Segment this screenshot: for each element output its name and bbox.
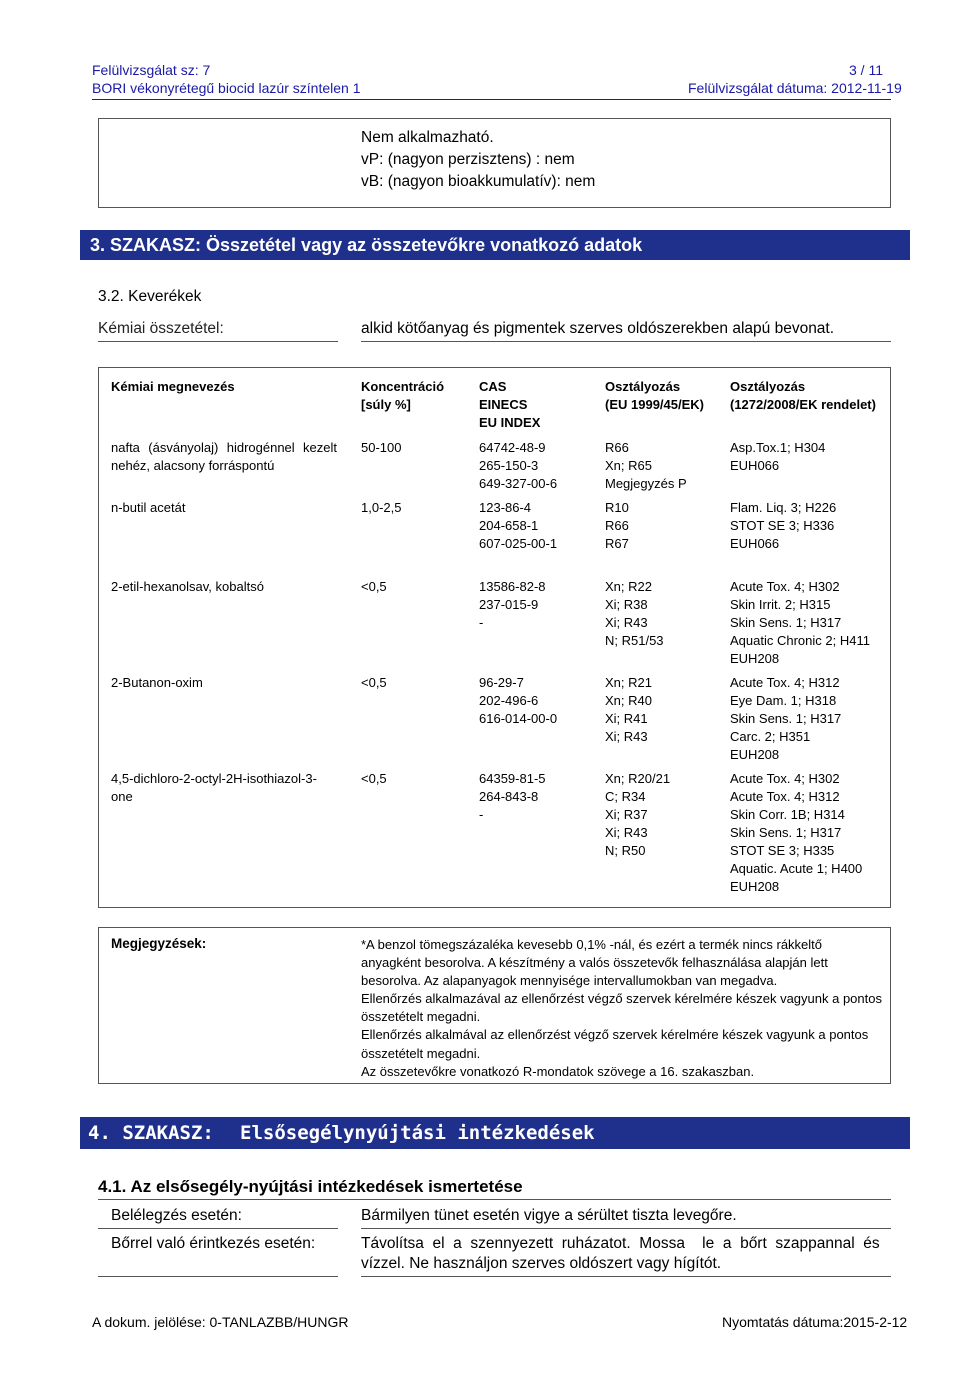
table-row-4-classification-1272: Acute Tox. 4; H312 Eye Dam. 1; H318 Skin Sens. 1; H317 Carc. 2; H351 EUH208 [730, 675, 842, 762]
chemical-composition-value: alkid kötőanyag és pigmentek szerves oldószerekben alapú bevonat. [361, 320, 835, 337]
label-underline [98, 1276, 338, 1277]
table-row-5-name: 4,5-dichloro-2-octyl-2H-isothiazol-3-one [111, 771, 317, 804]
col-header-concentration: Koncentráció [súly %] [361, 379, 445, 412]
value-underline [361, 341, 891, 342]
table-row-1-classification-1272: Asp.Tox.1; H304 EUH066 [730, 440, 826, 473]
col-header-identifiers: CAS EINECS EU INDEX [479, 379, 541, 430]
notes-text: *A benzol tömegszázaléka kevesebb 0,1% -nál, és ezért a termék nincs rákkeltő anyagként besorolva. A készítmény a valós összetevők felhasználása alapján lett besorolva. Az alapanyagok mennyisége intervallumokban van megadva. Ellenőrzés alkalmazával az ellenőrzést végző szervek kérelmére készek vagyunk a pontos összetételt megadni. Ellenőrzés alkalmával az ellenőrzést végző szervek kérelmére készek vagyunk a pontos összetételt megadni. Az összetevőkre vonatkozó R-mondatok szövege a 16. szakaszban. [361, 937, 882, 1079]
table-row-3-classification-1272: Acute Tox. 4; H302 Skin Irrit. 2; H315 Skin Sens. 1; H317 Aquatic Chronic 2; H411 EUH208 [730, 579, 870, 666]
table-row-3-identifiers: 13586-82-8 237-015-9 - [479, 579, 546, 630]
pbt-line-1: Nem alkalmazható. [361, 129, 494, 146]
table-row-1-name: nafta (ásványolaj) hidrogénnel kezelt nehéz, alacsony forráspontú [111, 440, 337, 473]
table-row-3-name: 2-etil-hexanolsav, kobaltsó [111, 579, 264, 594]
table-row-2-identifiers: 123-86-4 204-658-1 607-025-00-1 [479, 500, 558, 551]
section-4-heading: Elsősegélynyújtási intézkedések [240, 1122, 595, 1144]
table-row-1-concentration: 50-100 [361, 440, 402, 455]
skin-contact-label: Bőrrel való érintkezés esetén: [111, 1235, 316, 1252]
table-row-2-name: n-butil acetát [111, 500, 186, 515]
table-row-2-concentration: 1,0-2,5 [361, 500, 402, 515]
revision-number: Felülvizsgálat sz: 7 [92, 62, 211, 78]
table-row-1-identifiers: 64742-48-9 265-150-3 649-327-00-6 [479, 440, 558, 491]
table-row-2-classification-1272: Flam. Liq. 3; H226 STOT SE 3; H336 EUH066 [730, 500, 837, 551]
inhalation-label: Belélegzés esetén: [111, 1207, 242, 1224]
col-header-classification-1272: Osztályozás (1272/2008/EK rendelet) [730, 379, 876, 412]
pbt-line-2: vP: (nagyon perzisztens) : nem [361, 151, 575, 168]
section-4-number: 4. SZAKASZ: [88, 1122, 214, 1144]
header-rule [92, 99, 891, 100]
revision-date: Felülvizsgálat dátuma: 2012-11-19 [688, 80, 902, 96]
inhalation-text: Bármilyen tünet esetén vigye a sérültet tiszta levegőre. [361, 1207, 737, 1224]
col-header-name: Kémiai megnevezés [111, 379, 235, 394]
value-underline [361, 1228, 891, 1229]
pbt-line-3: vB: (nagyon bioakkumulatív): nem [361, 173, 596, 190]
table-row-5-classification-1999: Xn; R20/21 C; R34 Xi; R37 Xi; R43 N; R50 [605, 771, 671, 858]
section-3-title: 3. SZAKASZ: Összetétel vagy az összetevőkre vonatkozó adatok [80, 230, 910, 260]
table-row-5-classification-1272: Acute Tox. 4; H302 Acute Tox. 4; H312 Skin Corr. 1B; H314 Skin Sens. 1; H317 STOT SE 3; H335 Aquatic. Acute 1; H400 EUH208 [730, 771, 863, 894]
print-date: Nyomtatás dátuma:2015-2-12 [722, 1314, 908, 1330]
table-row-5-concentration: <0,5 [361, 771, 387, 786]
chemical-composition-label: Kémiai összetétel: [98, 320, 224, 337]
table-row-4-identifiers: 96-29-7 202-496-6 616-014-00-0 [479, 675, 558, 726]
document-id: A dokum. jelölése: 0-TANLAZBB/HUNGR [92, 1314, 349, 1330]
table-row-4-concentration: <0,5 [361, 675, 387, 690]
table-row-3-classification-1999: Xn; R22 Xi; R38 Xi; R43 N; R51/53 [605, 579, 664, 648]
table-row-4-classification-1999: Xn; R21 Xn; R40 Xi; R41 Xi; R43 [605, 675, 652, 744]
subsection-4-1-title: 4.1. Az elsősegély-nyújtási intézkedések ismertetése [98, 1177, 523, 1196]
section-4-title [80, 1117, 910, 1149]
skin-contact-text-2: vízzel. Ne használjon szerves oldószert vagy hígítót. [361, 1255, 722, 1272]
col-header-classification-1999: Osztályozás (EU 1999/45/EK) [605, 379, 704, 412]
table-row-1-classification-1999: R66 Xn; R65 Megjegyzés P [605, 440, 687, 491]
product-name: BORI vékonyrétegű biocid lazúr színtelen 1 [92, 80, 361, 96]
table-row-4-name: 2-Butanon-oxim [111, 675, 203, 690]
subsection-rule [98, 1199, 891, 1200]
label-underline [98, 1228, 338, 1229]
label-underline [98, 341, 338, 342]
table-row-3-concentration: <0,5 [361, 579, 387, 594]
value-underline [361, 1276, 891, 1277]
page-number: 3 / 11 [849, 62, 883, 78]
table-row-2-classification-1999: R10 R66 R67 [605, 500, 629, 551]
subsection-3-2-title: 3.2. Keverékek [98, 288, 202, 305]
table-row-5-identifiers: 64359-81-5 264-843-8 - [479, 771, 546, 822]
skin-contact-text-1: Távolítsa el a szennyezett ruházatot. Mossa le a bőrt szappannal és [361, 1235, 880, 1252]
notes-label: Megjegyzések: [111, 936, 207, 951]
